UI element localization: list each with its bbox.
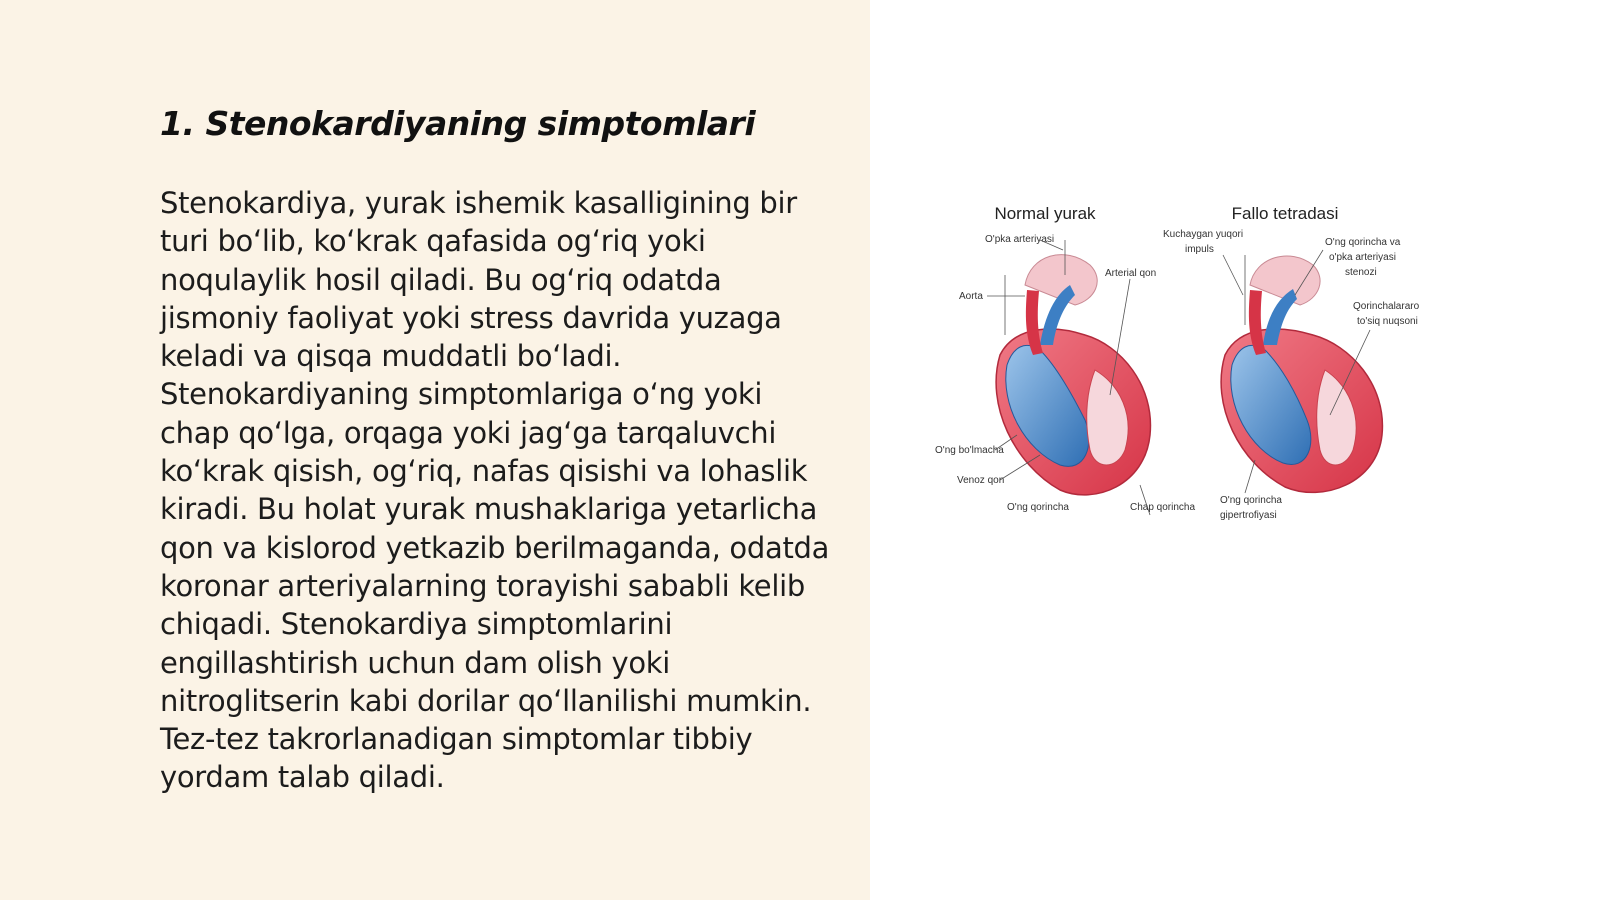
label-aorta: Aorta bbox=[959, 291, 983, 302]
label-stenoz-2: o'pka arteriyasi bbox=[1329, 252, 1396, 263]
heart-diagram bbox=[935, 195, 1445, 540]
label-gipertrofiya-2: gipertrofiyasi bbox=[1220, 510, 1277, 521]
slide-body-text: Stenokardiya, yurak ishemik kasalligining bir turi bo‘lib, ko‘krak qafasida og‘riq yoki noqulaylik hosil qiladi. Bu og‘riq odatda jismoniy faoliyat yoki stress davrida yuzaga keladi va qisqa muddatli bo‘ladi. Stenokardiyaning simptomlariga o‘ng yoki chap qo‘lga, orqaga yoki jag‘ga tarqaluvchi ko‘krak qisish, og‘riq, nafas qisishi va lohaslik kiradi. Bu holat yurak mushaklariga yetarlicha qon va kislorod yetkazib berilmaganda, odatda koronar arteriyalarning torayishi sababli kelib chiqadi. Stenokardiya simptomlarini engillashtirish uchun dam olish yoki nitroglitserin kabi dorilar qo‘llanilishi mumkin. Tez-tez takrorlanadigan simptomlar tibbiy yordam talab qiladi. bbox=[160, 186, 830, 795]
normal-heart-caption: Normal yurak bbox=[994, 204, 1096, 223]
slide-title: 1. Stenokardiyaning simptomlari bbox=[160, 104, 756, 143]
label-gipertrofiya-1: O'ng qorincha bbox=[1220, 495, 1282, 506]
label-kuchaygan-2: impuls bbox=[1185, 244, 1214, 255]
label-kuchaygan-1: Kuchaygan yuqori bbox=[1163, 229, 1244, 240]
label-stenoz-3: stenozi bbox=[1345, 267, 1377, 278]
label-venoz-qon: Venoz qon bbox=[957, 475, 1005, 486]
label-chap-qorincha: Chap qorincha bbox=[1130, 502, 1196, 513]
label-ong-qorincha: O'ng qorincha bbox=[1007, 502, 1069, 513]
heart-diagram-svg bbox=[935, 195, 1445, 540]
label-ong-bolmacha: O'ng bo'lmacha bbox=[935, 445, 1004, 456]
label-nuqson-2: to'siq nuqsoni bbox=[1357, 316, 1418, 327]
tetralogy-heart-illustration bbox=[1221, 255, 1382, 492]
label-nuqson-1: Qorinchalararo bbox=[1353, 301, 1420, 312]
label-opka-arteriyasi: O'pka arteriyasi bbox=[985, 234, 1055, 245]
label-stenoz-1: O'ng qorincha va bbox=[1325, 237, 1401, 248]
tetralogy-caption: Fallo tetradasi bbox=[1231, 204, 1339, 223]
label-arterial-qon: Arterial qon bbox=[1105, 268, 1157, 279]
normal-heart-illustration bbox=[996, 240, 1150, 515]
